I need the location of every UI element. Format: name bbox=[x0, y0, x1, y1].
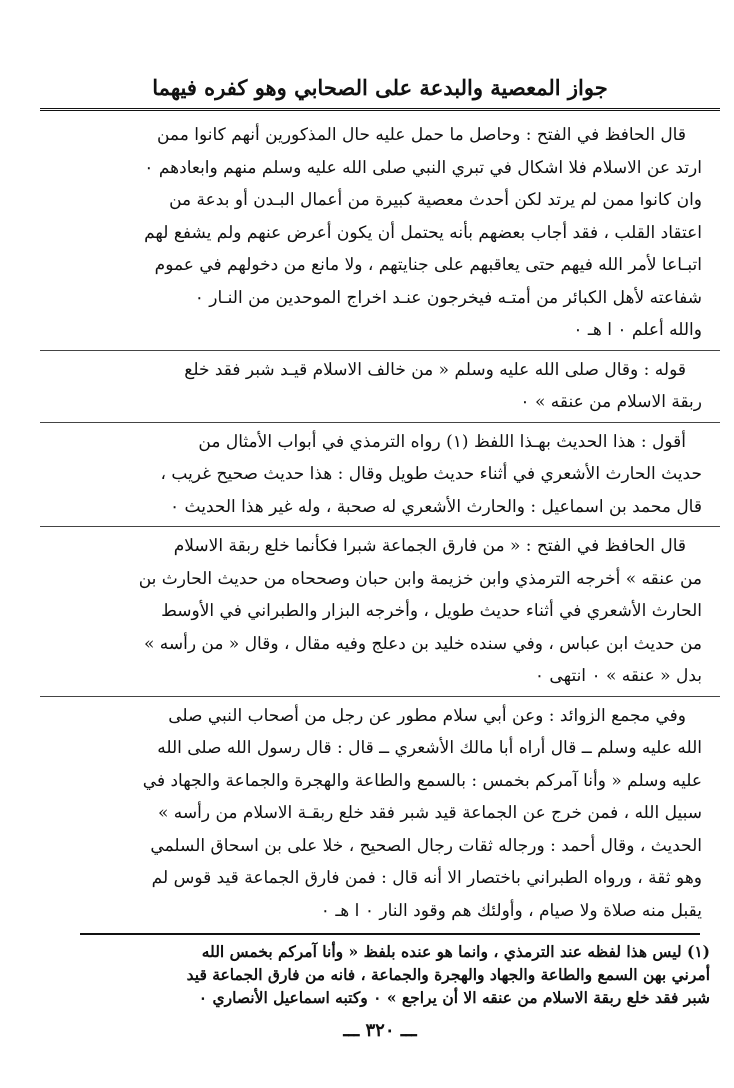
paragraph-3 bbox=[40, 426, 720, 524]
page-header bbox=[40, 70, 720, 111]
text-line: الحديث ، وقال أحمد : ورجاله ثقات رجال الصحيح ، خلا على بن اسحاق السلمي bbox=[150, 835, 702, 856]
footnote-section bbox=[40, 933, 720, 1009]
page-title: جواز المعصية والبدعة على الصحابي وهو كفره فيهما bbox=[152, 75, 608, 100]
page bbox=[40, 70, 720, 1070]
text-line: بدل « عنقه » ٠ انتهى ٠ bbox=[534, 666, 702, 686]
text-line: الله عليه وسلم ــ قال أراه أبا مالك الأشعري ــ قال : قال رسول الله صلى الله bbox=[157, 738, 702, 758]
divider bbox=[40, 526, 720, 527]
text-line: الحارث الأشعري في أثناء حديث طويل ، وأخرجه البزار والطبراني في الأوسط bbox=[161, 601, 702, 621]
text-line: يقبل منه صلاة ولا صيام ، وأولئك هم وقود النار ٠ ا هـ ٠ bbox=[320, 900, 702, 921]
text-line: سبيل الله ، فمن خرج عن الجماعة قيد شبر فقد خلع ربقـة الاسلام من رأسه » bbox=[157, 803, 702, 823]
page-body bbox=[40, 119, 720, 927]
paragraph-2 bbox=[40, 354, 720, 419]
footnote bbox=[40, 940, 720, 1009]
text-line: من عنقه » أخرجه الترمذي وابن خزيمة وابن حبان وصححاه من حديث الحارث بن bbox=[138, 568, 702, 589]
paragraph-1 bbox=[40, 119, 720, 347]
text-line: اتبـاعا لأمر الله فيهم حتى يعاقبهم على جنايتهم ، ولا مانع من دخولهم في عموم bbox=[154, 255, 702, 275]
footnote-line: (١) ليس هذا لفظه عند الترمذي ، وانما هو عنده بلفظ « وأنا آمركم بخمس الله bbox=[201, 942, 710, 961]
text-line: ربقة الاسلام من عنقه » ٠ bbox=[520, 392, 702, 412]
text-line: من حديث ابن عباس ، وفي سنده خليد بن دعلج وفيه مقال ، وقال « من رأسه » bbox=[143, 633, 702, 654]
text-line: شفاعته لأهل الكبائر من أمتـه فيخرجون عنـد اخراج الموحدين من النـار ٠ bbox=[194, 287, 702, 308]
text-line: عليه وسلم « وأنا آمركم بخمس : بالسمع والطاعة والهجرة والجماعة والجهاد في bbox=[142, 770, 702, 791]
text-line: حديث الحارث الأشعري في أثناء حديث طويل وقال : هذا حديث صحيح غريب ، bbox=[160, 464, 702, 484]
footnote-rule bbox=[80, 933, 700, 935]
text-line: أقول : هذا الحديث بهـذا اللفظ (١) رواه الترمذي في أبواب الأمثال من bbox=[198, 431, 686, 452]
text-line: ارتد عن الاسلام فلا اشكال في تبري النبي صلى الله عليه وسلم منهم وابعادهم ٠ bbox=[144, 157, 702, 178]
paragraph-5 bbox=[40, 700, 720, 928]
text-line: والله أعلم ٠ ا هـ ٠ bbox=[573, 320, 702, 340]
footnote-line: شبر فقد خلع ربقة الاسلام من عنقه الا أن يراجع » ٠ وكتبه اسماعيل الأنصاري ٠ bbox=[198, 988, 710, 1007]
page-number: ـــ ٣٢٠ ـــ bbox=[343, 1020, 417, 1041]
text-line: اعتقاد القلب ، فقد أجاب بعضهم بأنه يحتمل أن يكون أعرض عنهم ولم يشفع لهم bbox=[144, 222, 702, 243]
text-line: وفي مجمع الزوائد : وعن أبي سلام مطور عن رجل من أصحاب النبي صلى bbox=[168, 705, 686, 726]
divider bbox=[40, 422, 720, 423]
text-line: قال الحافظ في الفتح : « من فارق الجماعة شبرا فكأنما خلع ربقة الاسلام bbox=[173, 536, 686, 556]
text-line: قال الحافظ في الفتح : وحاصل ما حمل عليه حال المذكورين أنهم كانوا ممن bbox=[156, 125, 686, 145]
text-line: وهو ثقة ، ورواه الطبراني باختصار الا أنه قال : فمن فارق الجماعة قيد قوس لم bbox=[151, 868, 702, 888]
divider bbox=[40, 696, 720, 697]
paragraph-4 bbox=[40, 530, 720, 693]
text-line: قال محمد بن اسماعيل : والحارث الأشعري له صحبة ، وله غير هذا الحديث ٠ bbox=[169, 496, 702, 517]
divider bbox=[40, 350, 720, 351]
footnote-line: أمرني بهن السمع والطاعة والجهاد والهجرة والجماعة ، فانه من فارق الجماعة قيد bbox=[186, 965, 710, 984]
text-line: قوله : وقال صلى الله عليه وسلم « من خالف الاسلام قيـد شبر فقد خلع bbox=[184, 359, 686, 380]
text-line: وان كانوا ممن لم يرتد لكن أحدث معصية كبيرة من أعمال البـدن أو بدعة من bbox=[169, 190, 702, 210]
